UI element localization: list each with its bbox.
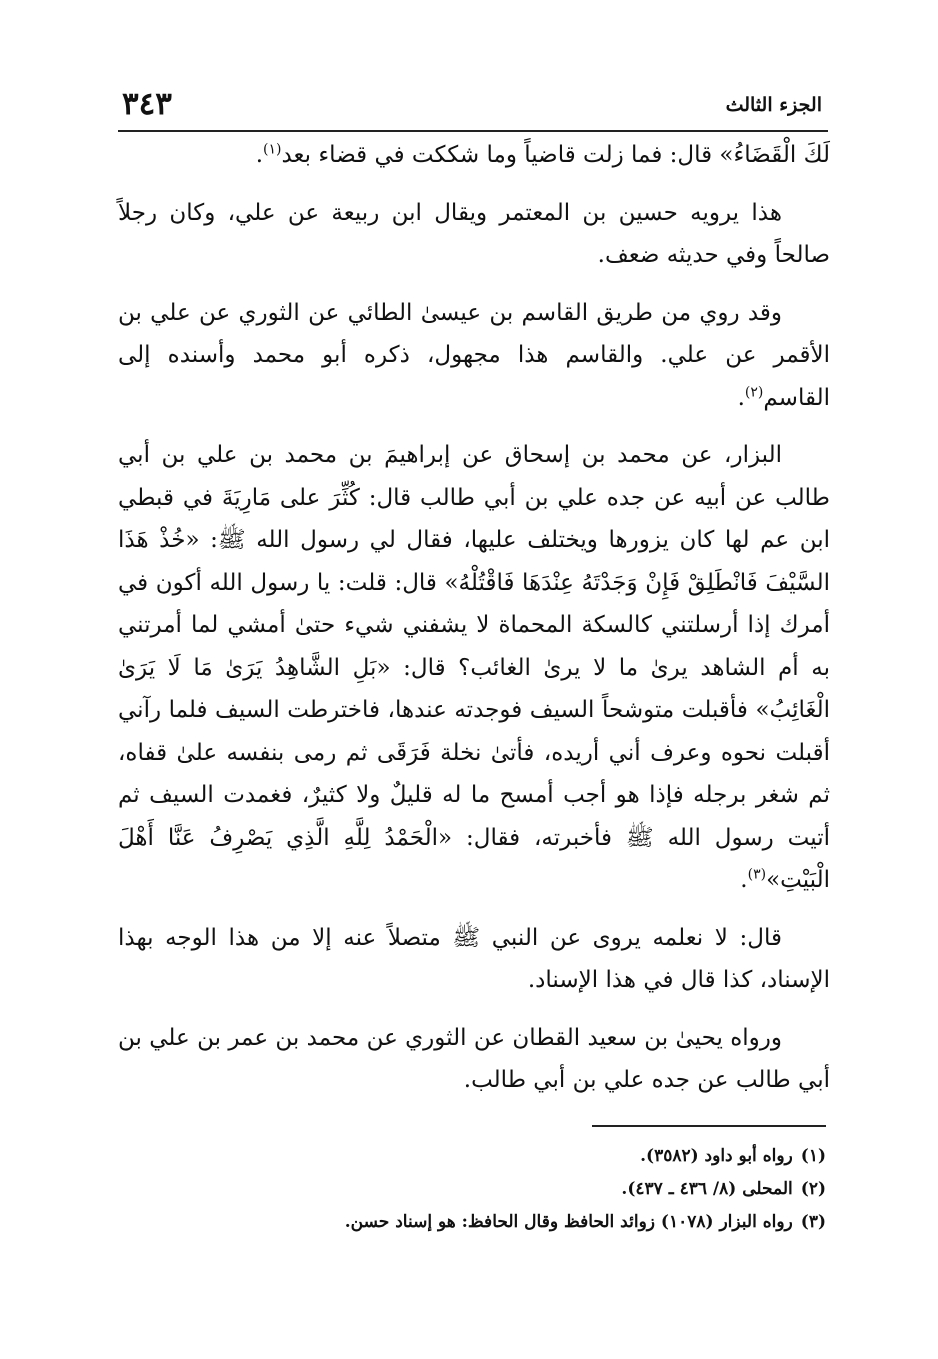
page-number: ٣٤٣: [122, 86, 172, 122]
page-header: [118, 84, 826, 128]
paragraph-text: ورواه يحيىٰ بن سعيد القطان عن الثوري عن محمد بن عمر بن علي بن أبي طالب عن جده علي بن أبي طالب.: [118, 1024, 830, 1093]
footnote-number: (١): [800, 1146, 826, 1166]
footnote-reference: (١): [263, 141, 282, 158]
paragraph-text: البزار، عن محمد بن إسحاق عن إبراهيمَ بن محمد بن علي بن أبي طالب عن أبيه عن جده علي بن أبي طالب قال: كُثِّرَ على مَارِيَةَ في قبطي ابن عم لها كان يزورها ويختلف عليها، فقال لي رسول الله ﷺ: «خُذْ هَذَا السَّيْفَ فَانْطَلِقْ فَإِنْ وَجَدْتَهُ عِنْدَهَا فَاقْتُلْهُ» قال: قلت: يا رسول الله أكون في أمرك إذا أرسلتني كالسكة المحماة لا يشفني شيء حتىٰ أمشي لما أمرتني به أم الشاهد يرىٰ ما لا يرىٰ الغائب؟ قال: «بَلِ الشَّاهِدُ يَرَىٰ مَا لَا يَرَىٰ الْغَائِبُ» فأقبلت متوشحاً السيف فوجدته عندها، فاخترطت السيف فلما رآني أقبلت نحوه وعرف أني أريده، فأتىٰ نخلة فَرَقَى ثم رمى بنفسه علىٰ قفاه، ثم شغر برجله فإذا هو أجب أمسح ما له قليلٌ ولا كثيرٌ، فغمدت السيف ثم أتيت رسول الله ﷺ فأخبرته، فقال: «الْحَمْدُ لِلَّهِ الَّذِي يَصْرِفُ عَنَّا أَهْلَ الْبَيْتِ»: [118, 442, 830, 893]
footnote: [150, 1206, 826, 1239]
footnote-number: (٢): [800, 1179, 826, 1199]
paragraph-text: لَكَ الْقَضَاءُ» قال: فما زلت قاضياً وما شككت في قضاء بعد: [281, 142, 830, 168]
paragraph: [118, 192, 830, 277]
footnote-reference: (٢): [744, 383, 764, 400]
paragraph: [118, 434, 830, 902]
paragraph-end: .: [737, 384, 745, 411]
footnote-rule: [592, 1125, 826, 1127]
paragraph-text: هذا يرويه حسين بن المعتمر ويقال ابن ربيعة عن علي، وكان رجلاً صالحاً وفي حديثه ضعف.: [118, 199, 830, 268]
footnote-text: المحلى (٨/ ٤٣٦ ـ ٤٣٧).: [621, 1179, 793, 1199]
footnote-text: رواه أبو داود (٣٥٨٢).: [640, 1146, 793, 1166]
footnote-number: (٣): [800, 1212, 826, 1232]
paragraph-end: .: [255, 142, 264, 168]
header-rule: [118, 130, 828, 132]
paragraph: [118, 1017, 830, 1102]
paragraph: [118, 292, 830, 420]
footnote: [150, 1140, 826, 1173]
main-text: [118, 134, 830, 1117]
paragraph-text: قال: لا نعلمه يروى عن النبي ﷺ متصلاً عنه إلا من هذا الوجه بهذا الإسناد، كذا قال في هذا الإسناد.: [118, 924, 830, 993]
footnote-reference: (٣): [747, 866, 767, 883]
paragraph: [118, 917, 830, 1002]
footnote-text: رواه البزار (١٠٧٨) زوائد الحافظ وقال الحافظ: هو إسناد حسن.: [344, 1212, 793, 1232]
paragraph-end: .: [740, 867, 748, 893]
paragraph-continuation: [118, 134, 830, 177]
footnote: [150, 1173, 826, 1206]
footnotes: [150, 1140, 826, 1239]
running-head: الجزء الثالث: [725, 94, 822, 116]
paragraph-text: وقد روي من طريق القاسم بن عيسىٰ الطائي عن الثوري عن علي بن الأقمر عن علي. والقاسم هذا مجهول، ذكره أبو محمد وأسنده إلى القاسم: [118, 299, 830, 411]
